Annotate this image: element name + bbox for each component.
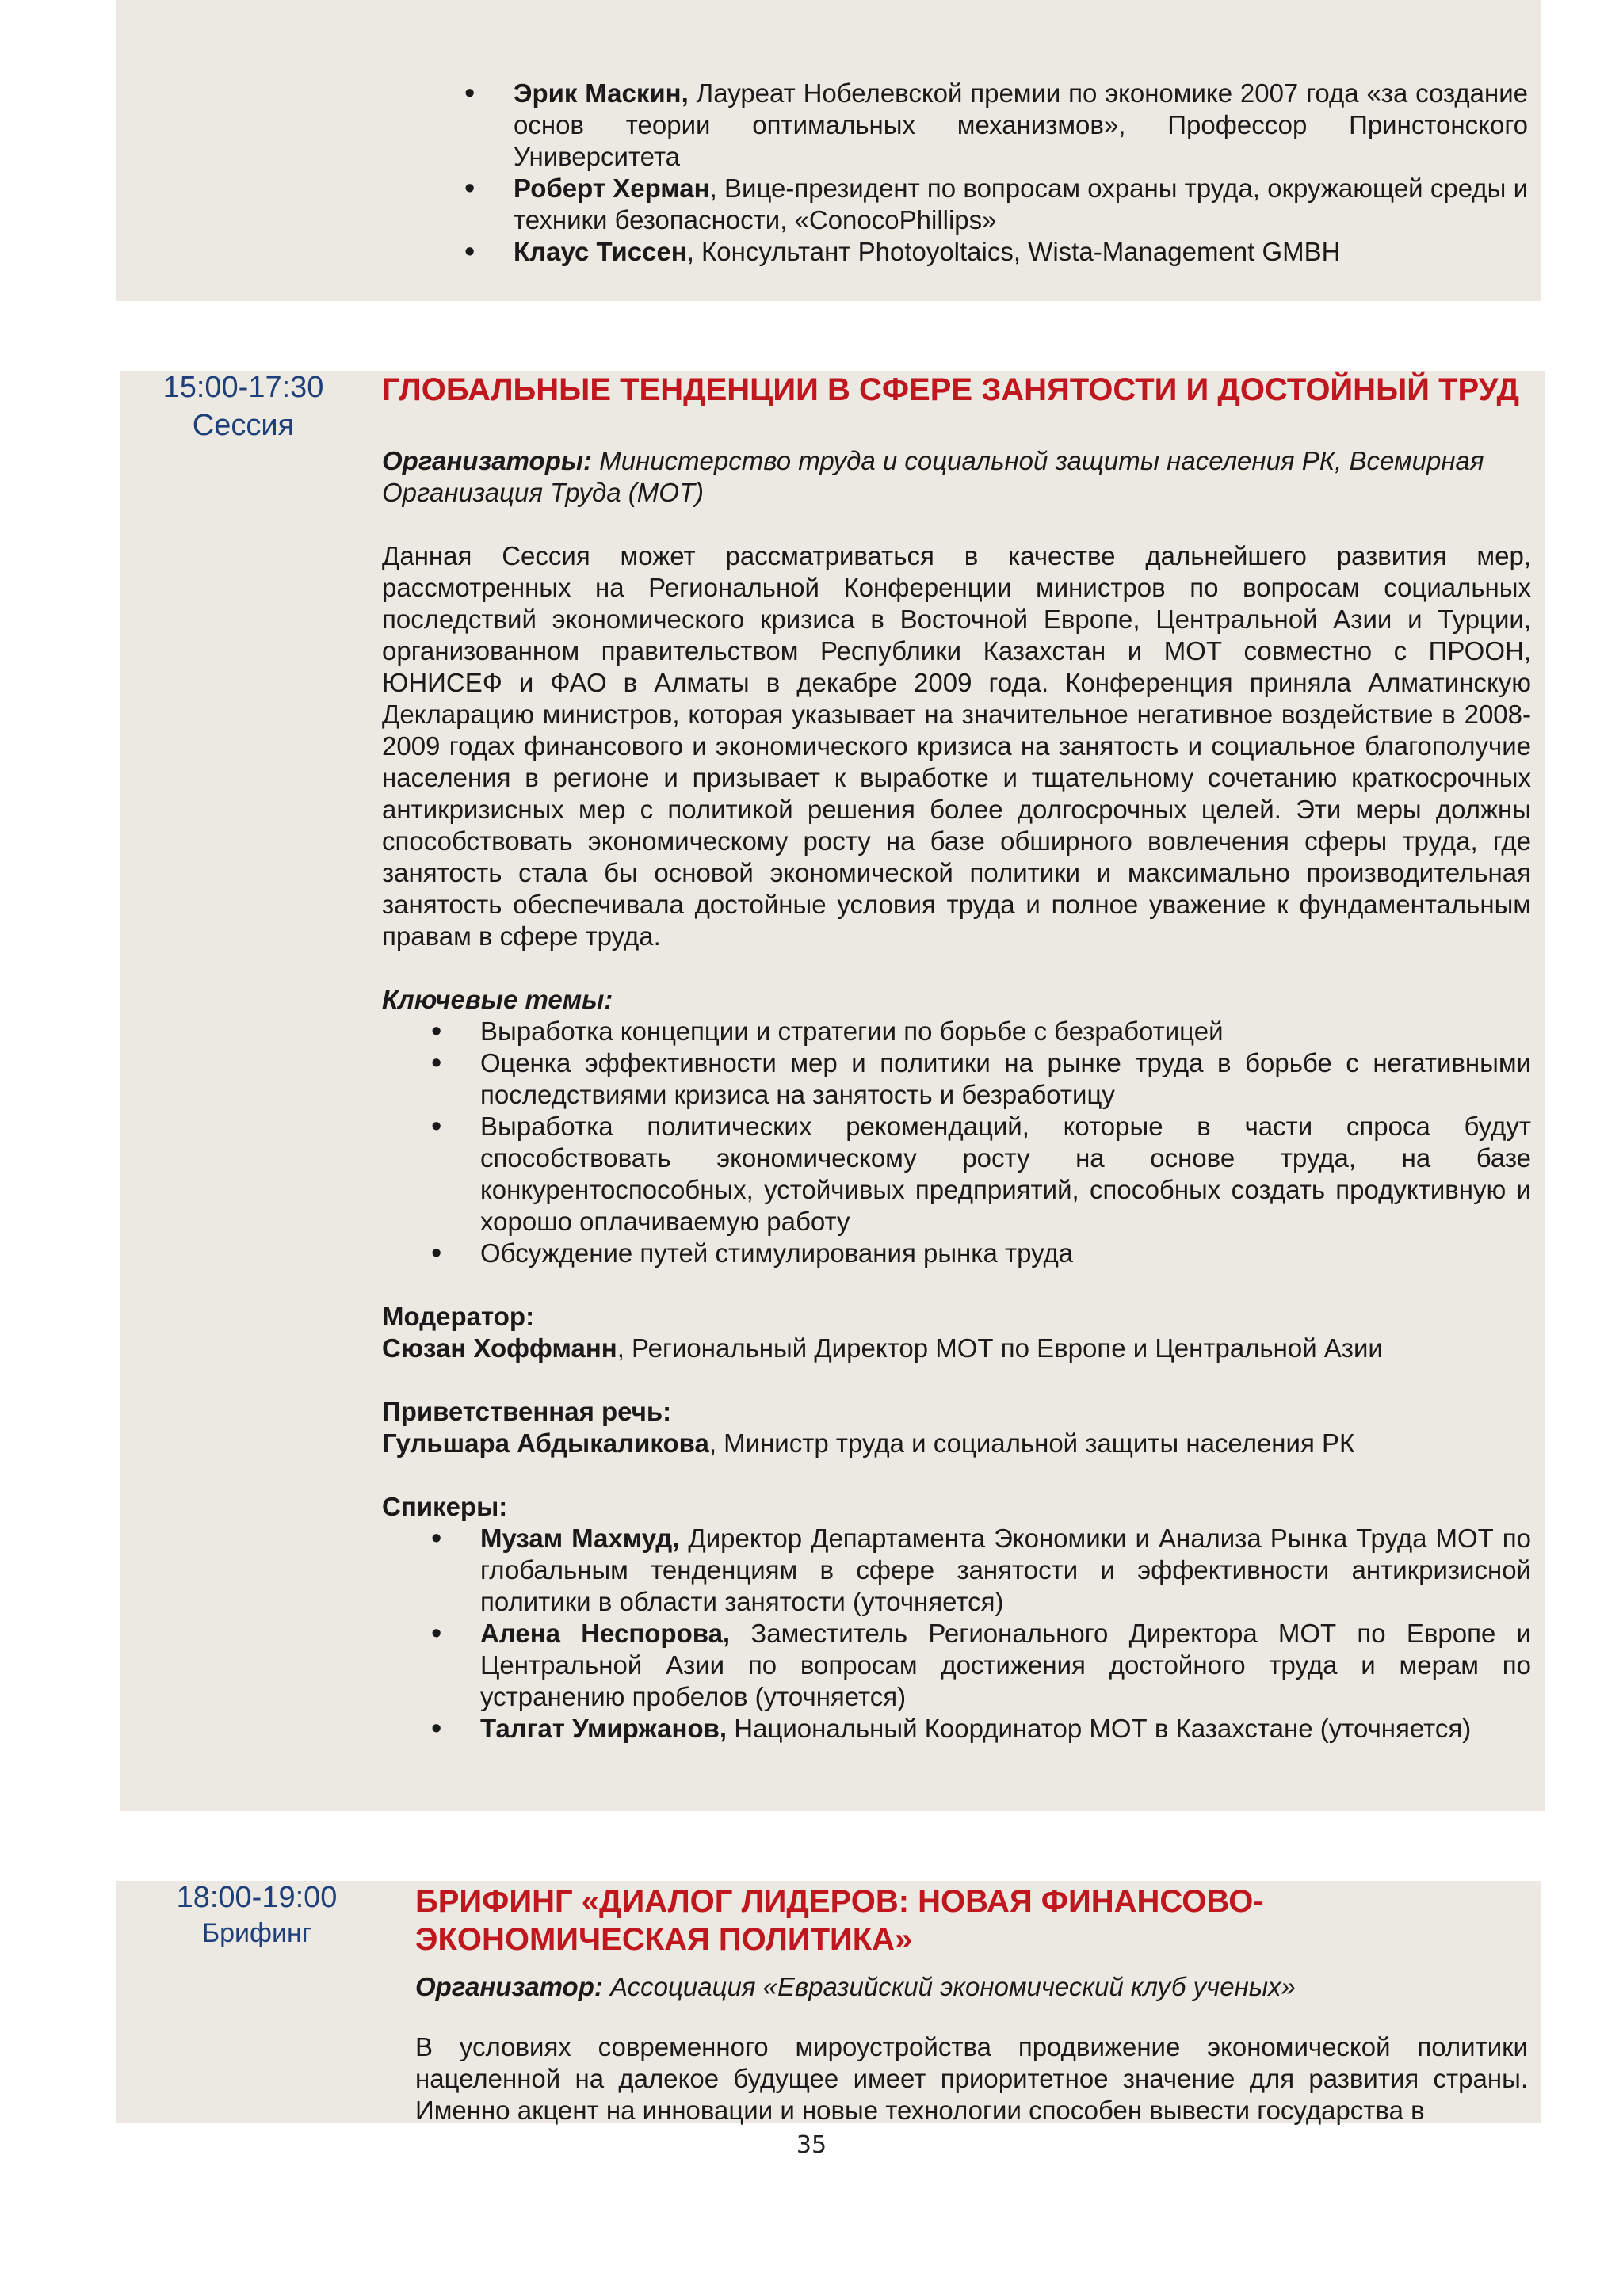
moderator (382, 1333, 1531, 1364)
briefing-time: 18:00-19:00 (176, 1881, 338, 1914)
organizer-value: Ассоциация «Евразийский экономический клуб ученых» (602, 1972, 1296, 2001)
speaker-role: Лауреат Нобелевской премии по экономике 2007 года «за создание основ теории оптимальных механизмов», Профессор Принстонского Университета (514, 78, 1528, 171)
welcome-name: Гульшара Абдыкаликова (382, 1428, 709, 1458)
list-item (464, 172, 1529, 236)
list-item: • Алена Неспорова, Заместитель Регионального Директора МОТ по Европе и Центральной Азии по вопросам достижения достойного труда и мерам по устранению пробелов (уточняется) (431, 1617, 1531, 1711)
briefing-type: Брифинг (201, 1918, 312, 1948)
welcome-role: , Министр труда и социальной защиты населения РК (708, 1428, 1355, 1458)
moderator-name: Сюзан Хоффманн (382, 1333, 617, 1363)
bullet-icon: • (464, 77, 475, 110)
welcome-label: Приветственная речь: (382, 1397, 672, 1426)
welcome-speaker (382, 1428, 1531, 1459)
speaker-name: Роберт Херман (514, 174, 710, 203)
speaker-role: , Вице-президент по вопросам охраны труда, окружающей среды и техники безопасности, «ConocoPhillips» (514, 174, 1529, 235)
bullet-icon: • (431, 1237, 442, 1270)
bullet-icon: • (431, 1110, 442, 1143)
briefing-organizer (415, 1971, 1528, 2003)
list-item: • Музам Махмуд, Директор Департамента Экономики и Анализа Рынка Труда МОТ по глобальным тенденциям в сфере занятости и эффективности антикризисной политики в области занятости (уточняется) (431, 1522, 1531, 1616)
bullet-icon: • (431, 1712, 442, 1745)
session-organizers (382, 445, 1531, 509)
bullet-icon: • (464, 235, 475, 269)
list-item: • Выработка концепции и стратегии по борьбе с безработицей (431, 1015, 1224, 1048)
bullet-icon: • (431, 1617, 442, 1650)
bullet-icon: • (431, 1015, 442, 1048)
speakers-label: Спикеры: (382, 1492, 508, 1521)
briefing-description: В условиях современного мироустройства продвижение экономической политики нацеленной на далекое будущее имеет приоритетное значение для развития страны. Именно акцент на инновации и новые технологии способен вывести государства в (415, 2032, 1528, 2125)
list-item: • Выработка политических рекомендаций, которые в части спроса будут способствовать экономическому росту на основе труда, на базе конкурентоспособных, устойчивых предприятий, способных создать продуктивную и хорошо оплачиваемую работу (431, 1110, 1531, 1236)
bullet-icon: • (431, 1047, 442, 1080)
organizers-value: Министерство труда и социальной защиты населения РК, Всемирная Организация Труда (МОТ) (382, 446, 1484, 507)
organizers-label: Организаторы: (382, 446, 593, 475)
session-content (382, 371, 1531, 1745)
key-topics-label: Ключевые темы: (382, 985, 613, 1014)
session-type: Сессия (192, 409, 295, 442)
list-item: • Талгат Умиржанов, Национальный Координатор МОТ в Казахстане (уточняется) (431, 1712, 1472, 1745)
session-description: Данная Сессия может рассматриваться в качестве дальнейшего развития мер, рассмотренных на Региональной Конференции министров по вопросам социальных последствий экономического кризиса в Восточной Европе, Центральной Азии и Турции, организованном правительством Республики Казахстан и МОТ совместно с ПРООН, ЮНИСЕФ и ФАО в Алматы в декабре 2009 года. Конференция приняла Алматинскую Декларацию министров, которая указывает на значительное негативное воздействие в 2008-2009 годах финансового и экономического кризиса на занятость и социальное благополучие населения в регионе и призывает к выработке и тщательному сочетанию краткосрочных антикризисных мер с политикой решения более долгосрочных целей. Эти меры должны способствовать экономическому росту на базе обширного вовлечения сферы труда, где занятость стала бы основой экономической политики и максимально производительная занятость обеспечивала достойные условия труда и полное уважение к фундаментальным правам в сфере труда. (382, 541, 1531, 951)
moderator-label: Модератор: (382, 1302, 535, 1331)
key-topics-list (382, 1016, 1531, 1269)
list-item: • Обсуждение путей стимулирования рынка труда (431, 1237, 1074, 1270)
page-number: 35 (796, 2131, 827, 2159)
briefing-content (415, 1882, 1528, 2126)
top-speakers-list (464, 77, 1529, 269)
speaker-name: Эрик Маскин, (514, 78, 689, 108)
organizer-label: Организатор: (415, 1972, 603, 2001)
bullet-icon: • (464, 172, 475, 205)
speaker-role: , Консультант Photoyoltaics, Wista-Management GMBH (686, 237, 1341, 266)
list-item (464, 77, 1528, 173)
list-item (464, 235, 1528, 269)
moderator-role: , Региональный Директор МОТ по Европе и Центральной Азии (617, 1333, 1383, 1363)
session-time: 15:00-17:30 (162, 371, 324, 404)
bullet-icon: • (431, 1522, 442, 1555)
list-item: • Оценка эффективности мер и политики на рынке труда в борьбе с негативными последствиями кризиса на занятость и безработицу (431, 1047, 1531, 1109)
briefing-title: БРИФИНГ «ДИАЛОГ ЛИДЕРОВ: НОВАЯ ФИНАНСОВО-ЭКОНОМИЧЕСКАЯ ПОЛИТИКА» (415, 1884, 1264, 1957)
speakers-list (382, 1523, 1531, 1745)
speaker-name: Клаус Тиссен (514, 237, 687, 266)
session-title: ГЛОБАЛЬНЫЕ ТЕНДЕНЦИИ В СФЕРЕ ЗАНЯТОСТИ И ДОСТОЙНЫЙ ТРУД (382, 372, 1520, 407)
